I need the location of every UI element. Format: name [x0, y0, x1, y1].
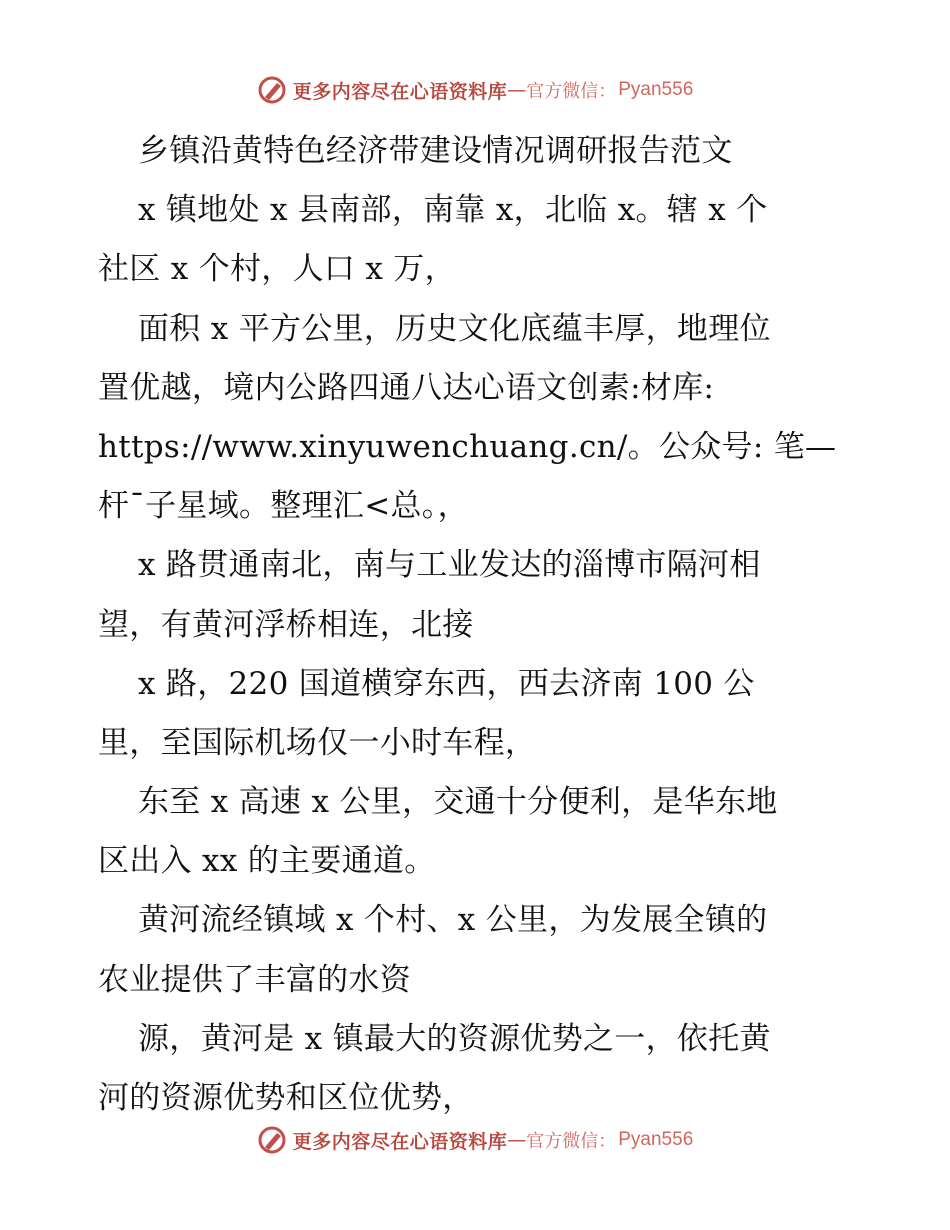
text-line: 置优越，境内公路四通八达心语文创素:材库:	[98, 369, 715, 406]
watermark-wechat-label: 官方微信：	[526, 81, 617, 102]
watermark-separator: —	[507, 79, 527, 101]
text-line: 杆¯子星域。整理汇<总。，	[98, 488, 469, 525]
watermark-main-text: 更多内容尽在心语资料库	[292, 80, 508, 103]
text-line: 区出入 xx 的主要通道。	[98, 843, 436, 880]
pen-logo-icon	[257, 75, 287, 105]
document-title: 乡镇沿黄特色经济带建设情况调研报告范文	[138, 133, 733, 169]
text-line: 农业提供了丰富的水资	[98, 961, 411, 998]
text-line: 黄河流经镇域 x 个村、x 公里，为发展全镇的	[138, 902, 768, 939]
text-line: https://www.xinyuwenchuang.cn/。公众号: 笔—	[98, 428, 837, 465]
text-line: 面积 x 平方公里，历史文化底蕴丰厚，地理位	[138, 310, 771, 347]
text-line: x 路贯通南北，南与工业发达的淄博市隔河相	[138, 547, 761, 584]
pen-logo-icon	[257, 1125, 287, 1155]
text-line: 东至 x 高速 x 公里，交通十分便利，是华东地	[138, 784, 778, 821]
text-line: x 路，220 国道横穿东西，西去济南 100 公	[138, 665, 755, 702]
watermark-wechat-id: Pyan556	[618, 1129, 694, 1150]
document-body	[98, 122, 858, 1128]
watermark-separator: —	[507, 1129, 527, 1151]
text-line: 河的资源优势和区位优势，	[98, 1080, 474, 1116]
text-line: 社区 x 个村，人口 x 万，	[98, 251, 456, 288]
watermark-wechat-label: 官方微信：	[526, 1131, 617, 1152]
watermark-wechat-id: Pyan556	[618, 79, 694, 100]
text-line: x 镇地处 x 县南部，南靠 x，北临 x。辖 x 个	[138, 192, 768, 229]
text-line: 里，至国际机场仅一小时车程，	[98, 724, 537, 761]
text-line: 源，黄河是 x 镇最大的资源优势之一，依托黄	[138, 1020, 771, 1057]
watermark-main-text: 更多内容尽在心语资料库	[292, 1130, 508, 1153]
watermark-banner-bottom	[0, 1120, 950, 1160]
watermark-banner-top	[0, 70, 950, 110]
text-line: 望，有黄河浮桥相连，北接	[98, 606, 474, 643]
